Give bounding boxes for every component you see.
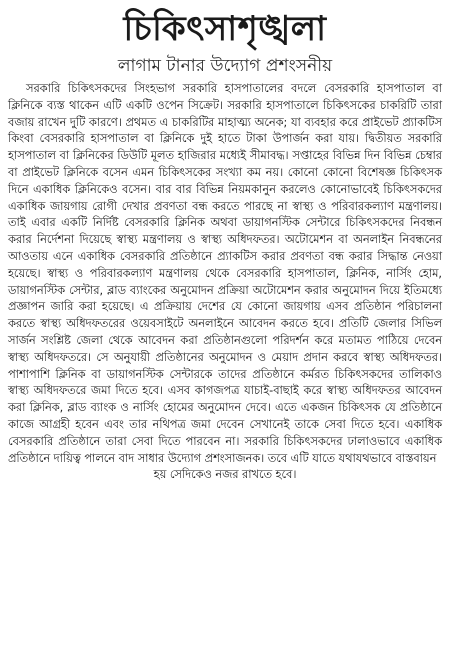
- subheadline: লাগাম টানার উদ্যোগ প্রশংসনীয়: [117, 56, 333, 76]
- closing-line: হয় সেদিকেও নজর রাখতে হবে।: [153, 468, 297, 482]
- headline: চিকিৎসাশৃঙ্খলা: [123, 9, 327, 49]
- body-paragraph: সরকারি চিকিৎসকদের সিংহভাগ সরকারি হাসপাতালের বদলে বেসরকারি হাসপাতাল বা ক্লিনিকে ব্যস্ত থাকেন এটি একটি ওপেন সিক্রেট। সরকারি হাসপাতালে চিকিৎসকের চাকরিটি তারা বজায় রাখেন দুটি কারণে। প্রথমত এ চাকরিটির মাহাত্ম্য অনেক; যা ব্যবহার করে প্রাইভেট প্র্যাকটিস কিংবা বেসরকারি হাসপাতাল বা ক্লিনিকে দুই হাতে টাকা উপার্জন করা যায়। দ্বিতীয়ত সরকারি হাসপাতাল বা ক্লিনিকের ডিউটি মূলত হাজিরার মধ্যেই সীমাবদ্ধ। সপ্তাহের বিভিন্ন দিন বিভিন্ন চেম্বার বা প্রাইভেট ক্লিনিকে বসেন এমন চিকিৎসকের সংখ্যা কম নয়। কোনো কোনো বিশেষজ্ঞ চিকিৎসক দিনে একাধিক ক্লিনিকেও বসেন। বার বার বিভিন্ন নিয়মকানুন করলেও কোনোভাবেই চিকিৎসকদের একাধিক জায়গায় রোগী দেখার প্রবণতা বন্ধ করতে পারছে না স্বাস্থ্য ও পরিবারকল্যাণ মন্ত্রণালয়। তাই এবার একটি নির্দিষ্ট বেসরকারি ক্লিনিক অথবা ডায়াগনস্টিক সেন্টারে চিকিৎসকদের নিবন্ধন করার নির্দেশনা দিয়েছে স্বাস্থ্য মন্ত্রণালয় ও স্বাস্থ্য অধিদফতর। অটোমেশন বা অনলাইন নিবন্ধনের আওতায় এনে একাধিক বেসরকারি প্রতিষ্ঠানে প্র্যাকটিস করার প্রবণতা বন্ধ করার সিদ্ধান্ত নেওয়া হয়েছে। স্বাস্থ্য ও পরিবারকল্যাণ মন্ত্রণালয় থেকে বেসরকারি হাসপাতাল, ক্লিনিক, নার্সিং হোম, ডায়াগনস্টিক সেন্টার, ব্লাড ব্যাংকের অনুমোদন প্রক্রিয়া অটোমেশন করার অনুমোদন দিয়ে ইতিমধ্যে প্রজ্ঞাপন জারি করা হয়েছে। এ প্রক্রিয়ায় দেশের যে কোনো জায়গায় এসব প্রতিষ্ঠান পরিচালনা করতে স্বাস্থ্য অধিদফতরের ওয়েবসাইটে অনলাইনে আবেদন করতে হবে। প্রতিটি জেলার সিভিল সার্জন সংশ্লিষ্ট জেলা থেকে আবেদন করা প্রতিষ্ঠানগুলো পরিদর্শন করে মতামত পাঠিয়ে দেবেন স্বাস্থ্য অধিদফতরে। সে অনুযায়ী প্রতিষ্ঠানের অনুমোদন ও মেয়াদ প্রদান করবে স্বাস্থ্য অধিদফতর। পাশাপাশি ক্লিনিক বা ডায়াগনস্টিক সেন্টারকে তাদের প্রতিষ্ঠানে কর্মরত চিকিৎসকদের তালিকাও স্বাস্থ্য অধিদফতরে জমা দিতে হবে। এসব কাগজপত্র যাচাই-বাছাই করে স্বাস্থ্য অধিদফতর আবেদন করা ক্লিনিক, ব্লাড ব্যাংক ও নার্সিং হোমের অনুমোদন দেবে। এতে একজন চিকিৎসক যে প্রতিষ্ঠানে কাজে আগ্রহী হবেন এবং তার নথিপত্র জমা দেবেন সেখানেই তাকে সেবা দিতে হবে। একাধিক বেসরকারি প্রতিষ্ঠানে তারা সেবা দিতে পারবেন না। সরকারি চিকিৎসকদের ঢালাওভাবে একাধিক প্রতিষ্ঠানে দায়িত্ব পালনে বাদ সাধার উদ্যোগ প্রশংসাজনক। তবে এটি যাতে যথাযথভাবে বাস্তবায়ন: [8, 82, 442, 465]
- article-body: [0, 81, 450, 484]
- clipped-previous-text: [0, 0, 450, 3]
